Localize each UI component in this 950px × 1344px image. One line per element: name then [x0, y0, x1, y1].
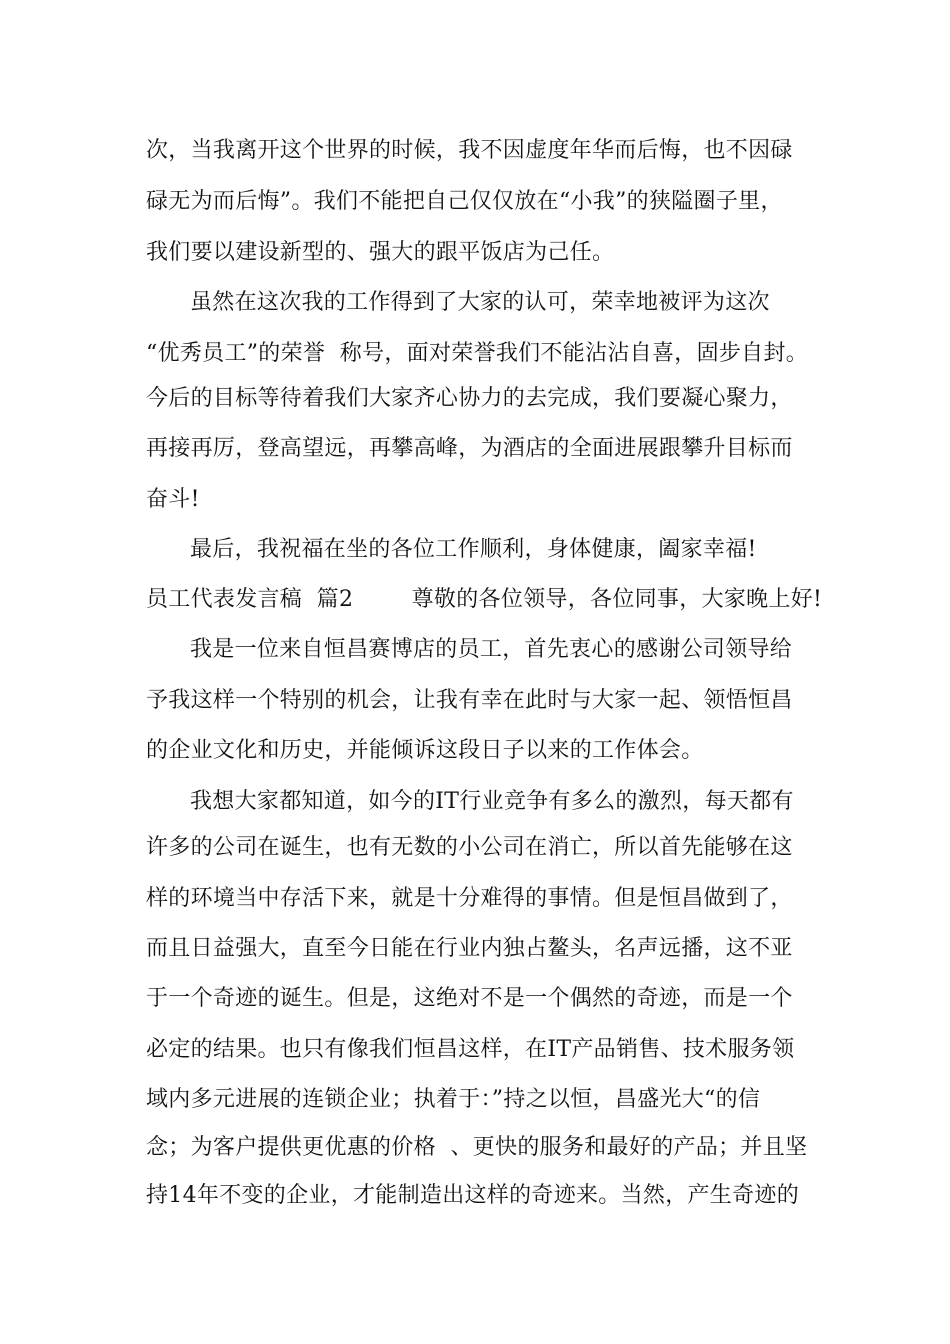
paragraph-start-line: 我想大家都知道，如今的IT行业竞争有多么的激烈，每天都有 — [190, 789, 794, 814]
text-line: “优秀员工”的荣誉 称号，面对荣誉我们不能沾沾自喜，固步自封。 — [146, 341, 809, 366]
text-line: 许多的公司在诞生，也有无数的小公司在消亡，所以首先能够在这 — [146, 835, 793, 860]
text-line: 今后的目标等待着我们大家齐心协力的去完成，我们要凝心聚力， — [146, 386, 793, 411]
text-line: 予我这样一个特别的机会，让我有幸在此时与大家一起、领悟恒昌 — [146, 688, 793, 713]
paragraph-start-line: 虽然在这次我的工作得到了大家的认可，荣幸地被评为这次 — [190, 290, 770, 315]
text-line: 必定的结果。也只有像我们恒昌这样，在IT产品销售、技术服务领 — [146, 1037, 795, 1062]
text-line: 的企业文化和历史，并能倾诉这段日子以来的工作体会。 — [146, 738, 704, 763]
text-line: 样的环境当中存活下来，就是十分难得的事情。但是恒昌做到了， — [146, 886, 793, 911]
text-line: 念；为客户提供更优惠的价格 、更快的服务和最好的产品；并且坚 — [146, 1135, 808, 1160]
text-line: 次，当我离开这个世界的时候，我不因虚度年华而后悔，也不因碌 — [146, 138, 793, 163]
text-line: 于一个奇迹的诞生。但是，这绝对不是一个偶然的奇迹，而是一个 — [146, 986, 793, 1011]
text-line: 域内多元进展的连锁企业；执着于：”持之以恒，昌盛光大“的信 — [146, 1087, 761, 1112]
section-heading-line: 员工代表发言稿 篇2 尊敬的各位领导，各位同事，大家晚上好! — [146, 587, 823, 612]
text-line: 碌无为而后悔”。我们不能把自己仅仅放在“小我”的狭隘圈子里， — [146, 189, 783, 214]
text-line: 而且日益强大，直至今日能在行业内独占鳌头，名声远播，这不亚 — [146, 936, 793, 961]
text-line: 奋斗! — [146, 487, 200, 512]
text-line: 再接再厉，登高望远，再攀高峰，为酒店的全面进展跟攀升目标而 — [146, 436, 793, 461]
paragraph-start-line: 我是一位来自恒昌赛博店的员工，首先衷心的感谢公司领导给 — [190, 637, 793, 662]
paragraph-start-line: 最后，我祝福在坐的各位工作顺利，身体健康，阖家幸福! — [190, 537, 757, 562]
text-line: 我们要以建设新型的、强大的跟平饭店为己任。 — [146, 240, 615, 265]
text-line: 持14年不变的企业，才能制造出这样的奇迹来。当然，产生奇迹的 — [146, 1183, 799, 1208]
